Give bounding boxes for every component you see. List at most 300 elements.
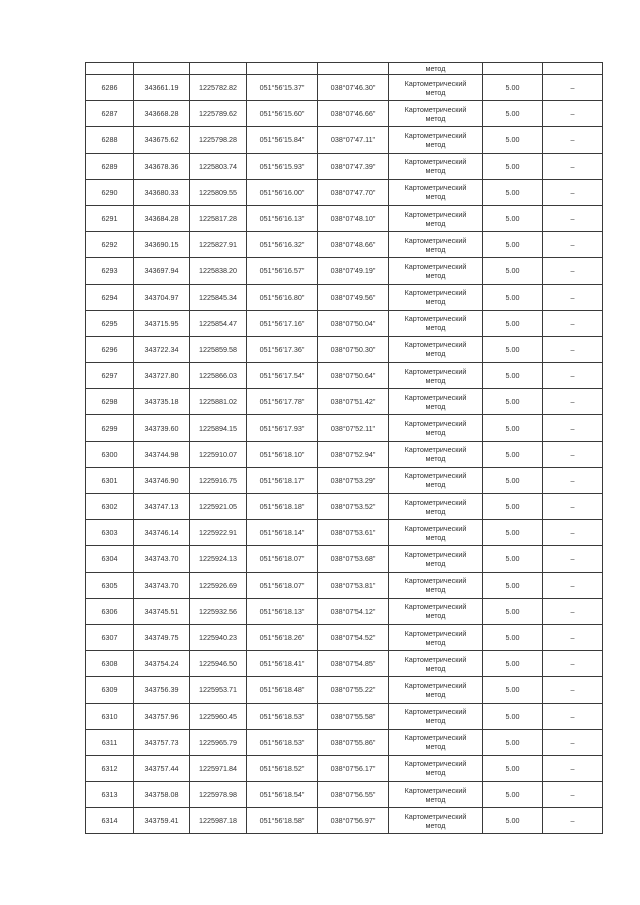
longitude-cell: 038°07'56.17" (318, 755, 389, 781)
accuracy-cell: 5.00 (483, 598, 543, 624)
x-coordinate-cell: 343739.60 (134, 415, 190, 441)
accuracy-cell: 5.00 (483, 284, 543, 310)
method-line-2: метод (425, 768, 446, 778)
table-row (86, 153, 603, 179)
x-coordinate-cell: 343759.41 (134, 808, 190, 834)
latitude-cell: 051°56'18.48" (247, 677, 318, 703)
description-cell: – (543, 651, 603, 677)
longitude-cell: 038°07'50.64" (318, 363, 389, 389)
longitude-cell: 038°07'54.52" (318, 624, 389, 650)
y-coordinate-cell: 1225817.28 (190, 205, 247, 231)
description-cell: – (543, 808, 603, 834)
method-line-2: метод (425, 532, 446, 542)
longitude-cell: 038°07'48.10" (318, 205, 389, 231)
accuracy-cell: 5.00 (483, 651, 543, 677)
table-row (86, 127, 603, 153)
method-line-1: Картометрический (404, 602, 467, 612)
latitude-cell: 051°56'18.18" (247, 494, 318, 520)
method-line-2: метод (425, 506, 446, 516)
method-line-2: метод (425, 480, 446, 490)
table-row (86, 651, 603, 677)
table-row (86, 782, 603, 808)
latitude-cell: 051°56'18.13" (247, 598, 318, 624)
table-row (86, 336, 603, 362)
point-number-cell: 6288 (86, 127, 134, 153)
method-line-2: метод (425, 585, 446, 595)
longitude-cell: 038°07'47.39" (318, 153, 389, 179)
point-number-cell: 6299 (86, 415, 134, 441)
method-line-1: Картометрический (404, 157, 467, 167)
table-row (86, 363, 603, 389)
longitude-cell: 038°07'53.68" (318, 546, 389, 572)
point-number-cell: 6305 (86, 572, 134, 598)
method-line-1: Картометрический (404, 314, 467, 324)
point-number-cell: 6289 (86, 153, 134, 179)
y-coordinate-cell: 1225859.58 (190, 336, 247, 362)
latitude-cell: 051°56'18.53" (247, 729, 318, 755)
longitude-cell: 038°07'53.81" (318, 572, 389, 598)
table-row (86, 205, 603, 231)
description-cell: – (543, 75, 603, 101)
method-cell (389, 546, 483, 572)
x-coordinate-cell: 343746.14 (134, 520, 190, 546)
table-row (86, 808, 603, 834)
longitude-cell: 038°07'55.86" (318, 729, 389, 755)
x-coordinate-cell: 343749.75 (134, 624, 190, 650)
method-line-2: метод (425, 270, 446, 280)
point-number-cell: 6292 (86, 232, 134, 258)
longitude-cell: 038°07'53.52" (318, 494, 389, 520)
point-number-cell: 6313 (86, 782, 134, 808)
accuracy-cell: 5.00 (483, 441, 543, 467)
table-row-continuation (86, 63, 603, 75)
y-coordinate-cell: 1225922.91 (190, 520, 247, 546)
method-line-2: метод (425, 139, 446, 149)
table-row (86, 703, 603, 729)
description-cell: – (543, 572, 603, 598)
table-row (86, 284, 603, 310)
latitude-cell: 051°56'17.93" (247, 415, 318, 441)
method-cell (389, 232, 483, 258)
description-cell: – (543, 520, 603, 546)
description-cell: – (543, 703, 603, 729)
table-row (86, 310, 603, 336)
method-line-1: Картометрический (404, 785, 467, 795)
method-line-1: Картометрический (404, 523, 467, 533)
y-coordinate-cell: 1225782.82 (190, 75, 247, 101)
method-line-2: метод (425, 218, 446, 228)
accuracy-cell: 5.00 (483, 729, 543, 755)
method-cell (389, 624, 483, 650)
method-line-1: Картометрический (404, 261, 467, 271)
longitude-cell: 038°07'49.56" (318, 284, 389, 310)
method-line-1: Картометрический (404, 392, 467, 402)
latitude-cell: 051°56'18.54" (247, 782, 318, 808)
description-cell: – (543, 624, 603, 650)
x-coordinate-cell: 343727.80 (134, 363, 190, 389)
description-cell: – (543, 494, 603, 520)
method-line-2: метод (425, 113, 446, 123)
x-coordinate-cell: 343746.90 (134, 467, 190, 493)
y-coordinate-cell: 1225827.91 (190, 232, 247, 258)
table-row (86, 467, 603, 493)
description-cell: – (543, 546, 603, 572)
table-body (86, 63, 603, 834)
y-coordinate-cell: 1225881.02 (190, 389, 247, 415)
x-coordinate-cell: 343678.36 (134, 153, 190, 179)
latitude-cell: 051°56'18.14" (247, 520, 318, 546)
accuracy-cell: 5.00 (483, 153, 543, 179)
method-line-1: Картометрический (404, 209, 467, 219)
latitude-cell: 051°56'15.60" (247, 101, 318, 127)
latitude-cell: 051°56'18.07" (247, 572, 318, 598)
method-line-1: Картометрический (404, 707, 467, 717)
accuracy-cell: 5.00 (483, 782, 543, 808)
longitude-cell: 038°07'53.29" (318, 467, 389, 493)
description-cell: – (543, 336, 603, 362)
method-line-2: метод (425, 637, 446, 647)
method-line-1: Картометрический (404, 576, 467, 586)
y-coordinate-cell: 1225946.50 (190, 651, 247, 677)
y-coordinate-cell: 1225916.75 (190, 467, 247, 493)
method-line-2: метод (425, 820, 446, 830)
description-cell: – (543, 284, 603, 310)
point-number-cell: 6287 (86, 101, 134, 127)
longitude-cell: 038°07'55.22" (318, 677, 389, 703)
y-coordinate-cell: 1225978.98 (190, 782, 247, 808)
method-line-1: Картометрический (404, 288, 467, 298)
point-number-cell: 6310 (86, 703, 134, 729)
description-cell: – (543, 755, 603, 781)
y-coordinate-cell: 1225866.03 (190, 363, 247, 389)
y-coordinate-cell: 1225932.56 (190, 598, 247, 624)
latitude-cell: 051°56'18.17" (247, 467, 318, 493)
table-row (86, 677, 603, 703)
accuracy-cell: 5.00 (483, 336, 543, 362)
longitude-cell: 038°07'46.66" (318, 101, 389, 127)
x-coordinate-cell: 343661.19 (134, 75, 190, 101)
point-number-cell: 6303 (86, 520, 134, 546)
method-cell (389, 389, 483, 415)
longitude-cell: 038°07'52.11" (318, 415, 389, 441)
description-cell: – (543, 441, 603, 467)
accuracy-cell: 5.00 (483, 363, 543, 389)
x-coordinate-cell: 343735.18 (134, 389, 190, 415)
x-coordinate-cell: 343675.62 (134, 127, 190, 153)
latitude-cell: 051°56'18.10" (247, 441, 318, 467)
method-cell (389, 572, 483, 598)
accuracy-cell: 5.00 (483, 258, 543, 284)
description-cell: – (543, 153, 603, 179)
method-line-2: метод (425, 558, 446, 568)
description-cell: – (543, 677, 603, 703)
description-cell: – (543, 205, 603, 231)
longitude-cell: 038°07'47.70" (318, 179, 389, 205)
table-row (86, 755, 603, 781)
x-coordinate-cell: 343757.73 (134, 729, 190, 755)
latitude-cell: 051°56'16.57" (247, 258, 318, 284)
longitude-cell: 038°07'56.97" (318, 808, 389, 834)
latitude-cell: 051°56'17.16" (247, 310, 318, 336)
x-coordinate-cell: 343722.34 (134, 336, 190, 362)
description-cell: – (543, 127, 603, 153)
point-number-cell: 6314 (86, 808, 134, 834)
method-line-2: метод (425, 742, 446, 752)
description-cell: – (543, 179, 603, 205)
y-coordinate-cell: 1225960.45 (190, 703, 247, 729)
y-coordinate-cell: 1225838.20 (190, 258, 247, 284)
accuracy-cell: 5.00 (483, 808, 543, 834)
latitude-cell: 051°56'17.78" (247, 389, 318, 415)
point-number-cell: 6306 (86, 598, 134, 624)
longitude-cell: 038°07'52.94" (318, 441, 389, 467)
table-row (86, 441, 603, 467)
method-cell (389, 703, 483, 729)
x-coordinate-cell: 343757.96 (134, 703, 190, 729)
point-number-cell: 6298 (86, 389, 134, 415)
longitude-cell: 038°07'53.61" (318, 520, 389, 546)
y-coordinate-cell: 1225926.69 (190, 572, 247, 598)
y-coordinate-cell: 1225894.15 (190, 415, 247, 441)
table-row (86, 520, 603, 546)
coordinates-table (85, 62, 603, 834)
longitude-cell: 038°07'50.04" (318, 310, 389, 336)
method-line-1: Картометрический (404, 654, 467, 664)
method-line-1: Картометрический (404, 419, 467, 429)
method-cell (389, 258, 483, 284)
method-cell (389, 677, 483, 703)
table-row (86, 232, 603, 258)
accuracy-cell: 5.00 (483, 389, 543, 415)
method-line-2: метод (425, 297, 446, 307)
method-line-1: Картометрический (404, 759, 467, 769)
method-line-2: метод (425, 323, 446, 333)
x-coordinate-cell: 343757.44 (134, 755, 190, 781)
x-coordinate-cell: 343756.39 (134, 677, 190, 703)
accuracy-cell: 5.00 (483, 546, 543, 572)
method-line-2: метод (425, 689, 446, 699)
description-cell: – (543, 389, 603, 415)
y-coordinate-cell: 1225789.62 (190, 101, 247, 127)
table-row (86, 179, 603, 205)
description-cell: – (543, 598, 603, 624)
method-cell (389, 808, 483, 834)
method-cell (389, 494, 483, 520)
method-line-2: метод (425, 375, 446, 385)
table-row (86, 624, 603, 650)
latitude-cell: 051°56'15.93" (247, 153, 318, 179)
method-cell (389, 363, 483, 389)
latitude-cell: 051°56'16.32" (247, 232, 318, 258)
latitude-cell: 051°56'16.13" (247, 205, 318, 231)
method-cell (389, 755, 483, 781)
y-coordinate-cell: 1225965.79 (190, 729, 247, 755)
point-number-cell: 6293 (86, 258, 134, 284)
longitude-cell: 038°07'49.19" (318, 258, 389, 284)
latitude-cell: 051°56'15.37" (247, 75, 318, 101)
latitude-cell: 051°56'17.36" (247, 336, 318, 362)
x-coordinate-cell: 343704.97 (134, 284, 190, 310)
table-row (86, 389, 603, 415)
point-number-cell: 6291 (86, 205, 134, 231)
method-cell (389, 127, 483, 153)
accuracy-cell: 5.00 (483, 703, 543, 729)
accuracy-cell: 5.00 (483, 179, 543, 205)
method-cell (389, 284, 483, 310)
method-cell (389, 598, 483, 624)
accuracy-cell: 5.00 (483, 232, 543, 258)
accuracy-cell: 5.00 (483, 205, 543, 231)
latitude-cell: 051°56'18.53" (247, 703, 318, 729)
latitude-cell: 051°56'18.26" (247, 624, 318, 650)
x-coordinate-cell: 343758.08 (134, 782, 190, 808)
method-line-2: метод (425, 663, 446, 673)
method-line-1: Картометрический (404, 549, 467, 559)
accuracy-cell: 5.00 (483, 755, 543, 781)
longitude-cell: 038°07'54.85" (318, 651, 389, 677)
method-line-1: Картометрический (404, 733, 467, 743)
description-cell: – (543, 415, 603, 441)
method-cell (389, 75, 483, 101)
x-coordinate-cell: 343684.28 (134, 205, 190, 231)
method-line-1: Картометрический (404, 811, 467, 821)
description-cell: – (543, 467, 603, 493)
method-cell (389, 101, 483, 127)
method-line-1: Картометрический (404, 104, 467, 114)
point-number-cell: 6297 (86, 363, 134, 389)
table-row (86, 258, 603, 284)
y-coordinate-cell: 1225845.34 (190, 284, 247, 310)
method-line-2: метод (425, 611, 446, 621)
method-line-2: метод (425, 87, 446, 97)
description-cell: – (543, 310, 603, 336)
method-line-1: Картометрический (404, 78, 467, 88)
method-line-1: Картометрический (404, 366, 467, 376)
method-line-1: Картометрический (404, 680, 467, 690)
y-coordinate-cell: 1225921.05 (190, 494, 247, 520)
latitude-cell: 051°56'16.00" (247, 179, 318, 205)
table-row (86, 75, 603, 101)
accuracy-cell: 5.00 (483, 127, 543, 153)
y-coordinate-cell: 1225940.23 (190, 624, 247, 650)
description-cell: – (543, 258, 603, 284)
accuracy-cell: 5.00 (483, 310, 543, 336)
method-line-2: метод (425, 428, 446, 438)
description-cell: – (543, 232, 603, 258)
table-row (86, 415, 603, 441)
longitude-cell: 038°07'54.12" (318, 598, 389, 624)
point-number-cell: 6308 (86, 651, 134, 677)
description-cell: – (543, 363, 603, 389)
y-coordinate-cell: 1225971.84 (190, 755, 247, 781)
point-number-cell: 6294 (86, 284, 134, 310)
point-number-cell: 6304 (86, 546, 134, 572)
longitude-cell: 038°07'46.30" (318, 75, 389, 101)
point-number-cell: 6311 (86, 729, 134, 755)
x-coordinate-cell: 343743.70 (134, 546, 190, 572)
method-cell (389, 520, 483, 546)
method-line-1: Картометрический (404, 183, 467, 193)
longitude-cell: 038°07'47.11" (318, 127, 389, 153)
description-cell: – (543, 782, 603, 808)
method-cell (389, 179, 483, 205)
accuracy-cell: 5.00 (483, 520, 543, 546)
longitude-cell: 038°07'55.58" (318, 703, 389, 729)
method-line-2: метод (425, 716, 446, 726)
point-number-cell: 6301 (86, 467, 134, 493)
method-line-1: Картометрический (404, 497, 467, 507)
x-coordinate-cell: 343747.13 (134, 494, 190, 520)
method-line-2: метод (425, 349, 446, 359)
method-line-2: метод (425, 401, 446, 411)
point-number-cell: 6309 (86, 677, 134, 703)
point-number-cell: 6296 (86, 336, 134, 362)
method-line-1: Картометрический (404, 340, 467, 350)
x-coordinate-cell: 343690.15 (134, 232, 190, 258)
table-row (86, 572, 603, 598)
x-coordinate-cell: 343743.70 (134, 572, 190, 598)
point-number-cell: 6295 (86, 310, 134, 336)
y-coordinate-cell: 1225953.71 (190, 677, 247, 703)
table-row (86, 546, 603, 572)
method-line-1: Картометрический (404, 130, 467, 140)
accuracy-cell: 5.00 (483, 677, 543, 703)
method-line-2: метод (425, 244, 446, 254)
accuracy-cell: 5.00 (483, 75, 543, 101)
x-coordinate-cell: 343745.51 (134, 598, 190, 624)
method-cell (389, 651, 483, 677)
y-coordinate-cell: 1225910.07 (190, 441, 247, 467)
method-cell: метод (389, 63, 483, 75)
x-coordinate-cell: 343680.33 (134, 179, 190, 205)
method-cell (389, 153, 483, 179)
table-row (86, 101, 603, 127)
accuracy-cell: 5.00 (483, 572, 543, 598)
accuracy-cell: 5.00 (483, 101, 543, 127)
point-number-cell: 6307 (86, 624, 134, 650)
y-coordinate-cell: 1225798.28 (190, 127, 247, 153)
x-coordinate-cell: 343754.24 (134, 651, 190, 677)
accuracy-cell: 5.00 (483, 624, 543, 650)
method-line-2: метод (425, 794, 446, 804)
method-cell (389, 782, 483, 808)
latitude-cell: 051°56'18.58" (247, 808, 318, 834)
latitude-cell: 051°56'18.07" (247, 546, 318, 572)
latitude-cell: 051°56'18.52" (247, 755, 318, 781)
longitude-cell: 038°07'56.55" (318, 782, 389, 808)
latitude-cell: 051°56'18.41" (247, 651, 318, 677)
accuracy-cell: 5.00 (483, 467, 543, 493)
table-row (86, 494, 603, 520)
x-coordinate-cell: 343697.94 (134, 258, 190, 284)
latitude-cell: 051°56'17.54" (247, 363, 318, 389)
longitude-cell: 038°07'48.66" (318, 232, 389, 258)
method-line-1: Картометрический (404, 235, 467, 245)
longitude-cell: 038°07'50.30" (318, 336, 389, 362)
method-line-2: метод (425, 454, 446, 464)
point-number-cell: 6286 (86, 75, 134, 101)
method-cell (389, 441, 483, 467)
point-number-cell: 6312 (86, 755, 134, 781)
table-row (86, 729, 603, 755)
x-coordinate-cell: 343715.95 (134, 310, 190, 336)
latitude-cell: 051°56'16.80" (247, 284, 318, 310)
x-coordinate-cell: 343668.28 (134, 101, 190, 127)
y-coordinate-cell: 1225803.74 (190, 153, 247, 179)
method-cell (389, 310, 483, 336)
x-coordinate-cell: 343744.98 (134, 441, 190, 467)
accuracy-cell: 5.00 (483, 494, 543, 520)
